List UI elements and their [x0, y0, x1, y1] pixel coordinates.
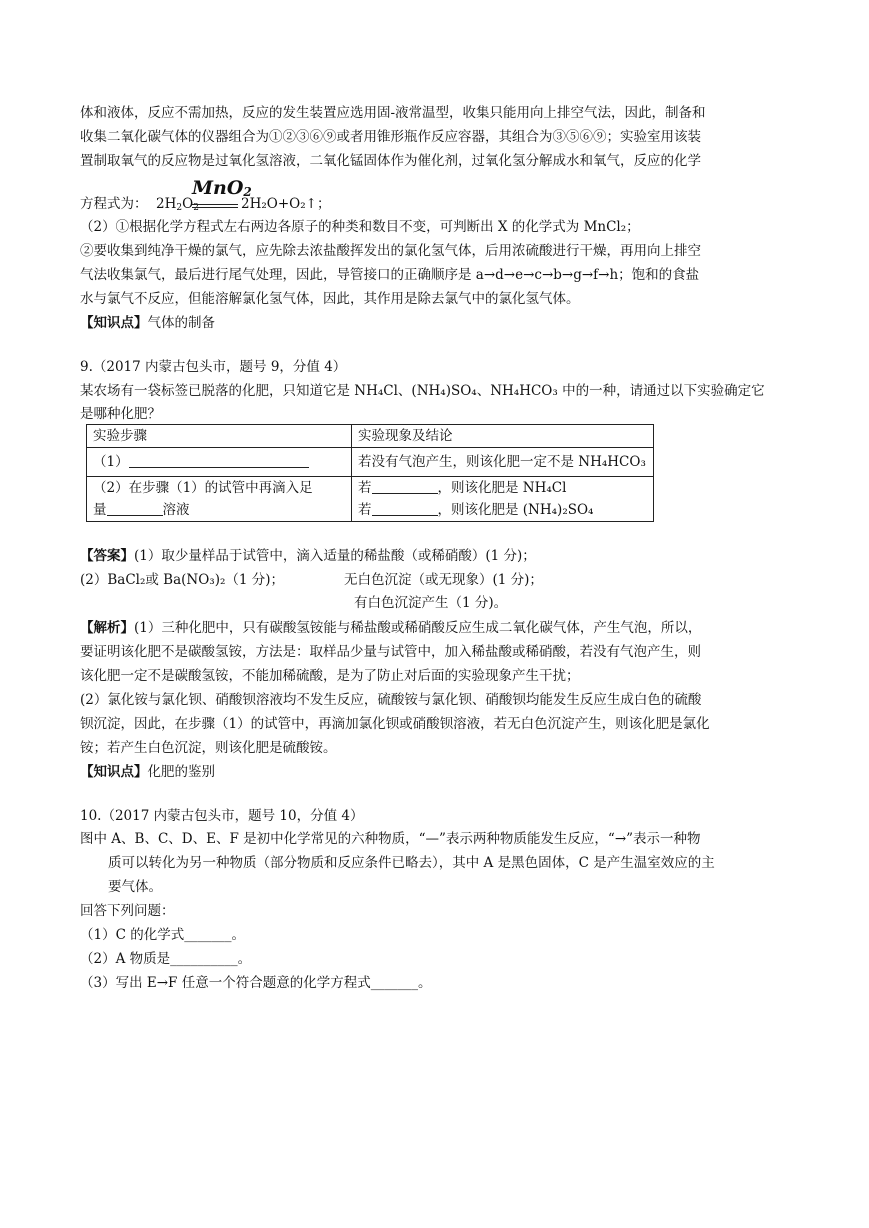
table-header-cell: 实验步骤 [87, 425, 352, 448]
analysis-line: 铵；若产生白色沉淀，则该化肥是硫酸铵。 [80, 740, 337, 756]
sub-question: （2）A 物质是__________。 [80, 951, 252, 967]
answer-blank[interactable] [129, 454, 309, 468]
paragraph-line: 置制取氧气的反应物是过氧化氢溶液，二氧化锰固体作为催化剂，过氧化氢分解成水和氧气，反应的化学 [80, 153, 701, 169]
analysis-line: 【解析】(1）三种化肥中，只有碳酸氢铵能与稀盐酸或稀硝酸反应生成二氧化碳气体，产生气泡，所以， [80, 620, 702, 636]
question-stem: 要气体。 [108, 879, 162, 895]
question-header: 10.（2017 内蒙古包头市，题号 10，分值 4） [80, 808, 364, 824]
answer-line: 有白色沉淀产生（1 分)。 [354, 595, 508, 611]
paragraph-line: （2）①根据化学方程式左右两边各原子的种类和数目不变，可判断出 X 的化学式为 MnCl₂； [80, 219, 640, 235]
table-row [87, 448, 654, 477]
paragraph-line: 体和液体，反应不需加热，反应的发生装置应选用固-液常温型，收集只能用向上排空气法，因此，制备和 [80, 105, 706, 121]
table-row [87, 477, 654, 522]
analysis-line: 钡沉淀，因此，在步骤（1）的试管中，再滴加氯化钡或硝酸钡溶液，若无白色沉淀产生，则该化肥是氯化 [80, 716, 710, 732]
analysis-line: (2）氯化铵与氯化钡、硝酸钡溶液均不发生反应，硫酸铵与氯化钡、硝酸钡均能发生反应生成白色的硫酸 [80, 692, 702, 708]
answer-line: (2）BaCl₂或 Ba(NO₃)₂（1 分)； [80, 572, 285, 588]
answer-blank[interactable] [372, 502, 438, 516]
equation-prefix: 方程式为： [80, 196, 148, 212]
reaction-equals-sign [192, 204, 238, 208]
table-cell: （2）在步骤（1）的试管中再滴入足 量 溶液 [87, 477, 352, 522]
analysis-line: 要证明该化肥不是碳酸氢铵，方法是：取样品少量与试管中，加入稀盐酸或稀硝酸，若没有气泡产生，则 [80, 644, 701, 660]
answer-line: 【答案】(1）取少量样品于试管中，滴入适量的稀盐酸（或稀硝酸）(1 分)； [80, 548, 536, 564]
question-stem: 图中 A、B、C、D、E、F 是初中化学常见的六种物质，“—”表示两种物质能发生反应，“→”表示一种物 [80, 831, 701, 847]
question-prompt: 回答下列问题： [80, 903, 175, 919]
equation-products: 2H₂O+O₂↑； [241, 196, 331, 212]
question-stem: 是哪种化肥？ [80, 406, 161, 422]
paragraph-line: ②要收集到纯净干燥的氯气，应先除去浓盐酸挥发出的氯化氢气体，后用浓硫酸进行干燥，再用向上排空 [80, 243, 701, 259]
analysis-line: 该化肥一定不是碳酸氢铵，不能加稀硫酸，是为了防止对后面的实验现象产生干扰； [80, 668, 580, 684]
sub-question: （1）C 的化学式_______。 [80, 927, 245, 943]
answer-blank[interactable] [107, 502, 163, 516]
answer-blank[interactable] [372, 480, 438, 494]
table-header-row [87, 425, 654, 448]
catalyst-label: MnO$_2$ [192, 177, 252, 199]
paragraph-line: 收集二氧化碳气体的仪器组合为①②③⑥⑨或者用锥形瓶作反应容器，其组合为③⑤⑥⑨；实验室用该装 [80, 129, 701, 145]
table-cell: （1） [87, 448, 352, 477]
answer-line: 无白色沉淀（或无现象）(1 分)； [344, 572, 543, 588]
table-header-cell: 实验现象及结论 [352, 425, 654, 448]
question-header: 9.（2017 内蒙古包头市，题号 9，分值 4） [80, 359, 347, 375]
experiment-table [86, 424, 654, 522]
paragraph-line: 水与氯气不反应，但能溶解氯化氢气体，因此，其作用是除去氯气中的氯化氢气体。 [80, 291, 580, 307]
table-cell: 若没有气泡产生，则该化肥一定不是 NH₄HCO₃ [352, 448, 654, 477]
equation-reactant: $2H_2O_2$ [156, 196, 199, 213]
question-stem: 某农场有一袋标签已脱落的化肥，只知道它是 NH₄Cl、(NH₄)SO₄、NH₄HCO₃ 中的一种，请通过以下实验确定它 [80, 383, 765, 399]
knowledge-point: 【知识点】化肥的鉴别 [80, 764, 215, 780]
paragraph-line: 气法收集氯气，最后进行尾气处理，因此，导管接口的正确顺序是 a→d→e→c→b→g→f→h；饱和的食盐 [80, 267, 700, 283]
question-stem: 质可以转化为另一种物质（部分物质和反应条件已略去），其中 A 是黑色固体，C 是产生温室效应的主 [108, 855, 715, 871]
table-cell: 若 ，则该化肥是 NH₄Cl 若 ，则该化肥是 (NH₄)₂SO₄ [352, 477, 654, 522]
sub-question: （3）写出 E→F 任意一个符合题意的化学方程式_______。 [80, 975, 432, 991]
knowledge-point: 【知识点】气体的制备 [80, 315, 215, 331]
